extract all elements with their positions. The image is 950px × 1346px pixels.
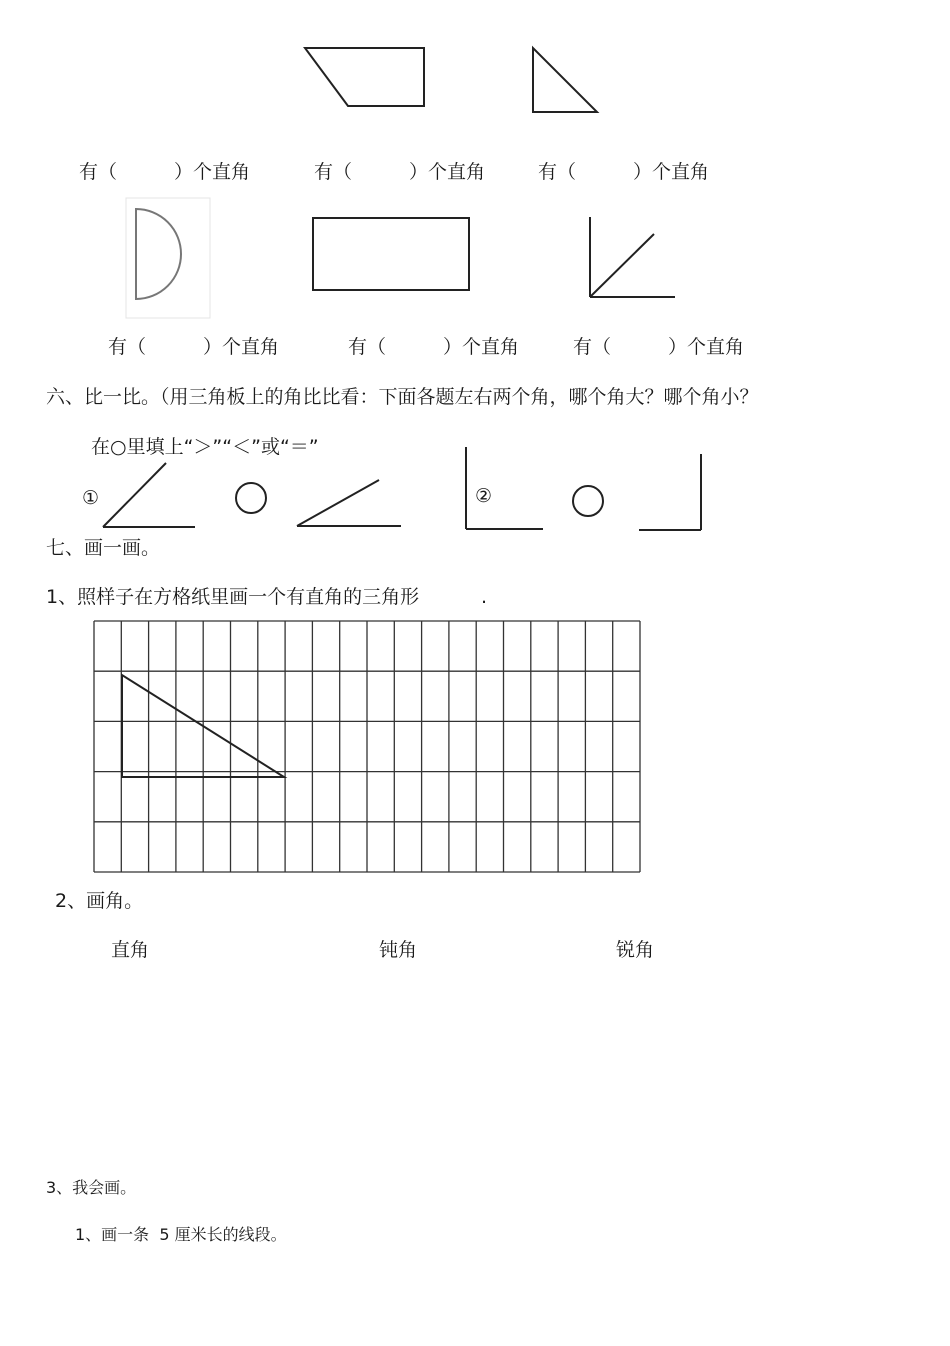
section7-heading: 七、画一画。 [46, 537, 161, 559]
compare-1-left-angle [103, 463, 195, 527]
right-angle-label: 有（ ）个直角 [348, 336, 520, 358]
right-angle-label: 有（ ）个直角 [538, 161, 710, 183]
angle-label-right: 直角 [111, 939, 150, 961]
q1-period: . [481, 586, 488, 608]
compare-2-right-angle [639, 454, 701, 530]
compare-marker-1: ① [82, 487, 100, 509]
angle-label-obtuse: 钝角 [379, 939, 418, 961]
compare-1-circle[interactable] [236, 483, 266, 513]
compare-marker-2: ② [475, 485, 493, 507]
compare-2-circle[interactable] [573, 486, 603, 516]
q3-sub-text: 1、画一条 5 厘米长的线段。 [75, 1225, 287, 1244]
trapezoid-shape [305, 48, 424, 106]
grid-paper[interactable] [94, 621, 640, 872]
right-angle-label: 有（ ）个直角 [314, 161, 486, 183]
q3-text: 3、我会画。 [46, 1178, 137, 1197]
right-angle-label: 有（ ）个直角 [108, 336, 280, 358]
right-angle-label: 有（ ）个直角 [573, 336, 745, 358]
rectangle-shape [313, 218, 469, 290]
acute-angle-shape [590, 217, 675, 297]
right-angle-label: 有（ ）个直角 [79, 161, 251, 183]
q2-text: 2、画角。 [55, 890, 144, 912]
right-triangle-shape [533, 48, 597, 112]
angle-label-acute: 锐角 [616, 939, 655, 961]
section6-instruction: 在○里填上“＞”“＜”或“＝” [91, 436, 319, 458]
semicircle-frame [126, 198, 210, 318]
section6-heading: 六、比一比。（用三角板上的角比比看：下面各题左右两个角，哪个角大？哪个角小？ [46, 386, 759, 408]
compare-1-right-angle [297, 480, 401, 526]
semicircle-shape [136, 209, 181, 299]
q1-text: 1、照样子在方格纸里画一个有直角的三角形 [46, 586, 420, 608]
